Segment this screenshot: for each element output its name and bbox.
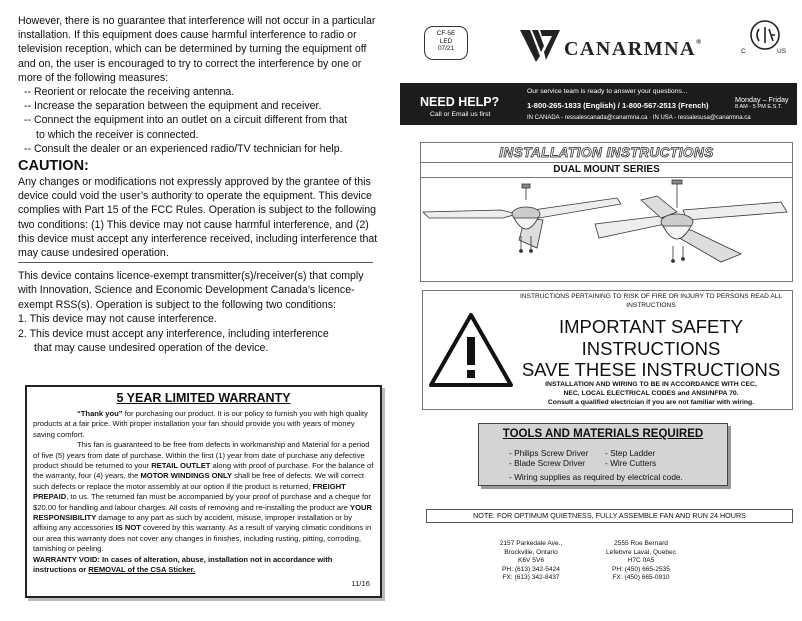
warranty-p2-text: This fan is guaranteed to be free from defects in workmanship and Material for a period of five (5) years from date of purchase. Within the first (1) year from date of purchase any defective product should be returned to your [33,440,370,471]
fcc-measure: -- Consult the dealer or an experienced radio/TV technician for help. [24,142,343,155]
warranty-p2-text: along with proof of purchase. For the balance of the warranty, four (4) years, the [33,461,374,481]
brand-name [564,38,703,61]
safety-headline-line: SAVE THESE INSTRUCTIONS [521,359,781,380]
safety-fine-print [511,380,791,407]
help-phone-numbers[interactable]: 1-800-265-1833 (English) / 1-800-567-2513 (French) [527,101,709,110]
need-help-subtitle: Call or Email us first [430,111,491,118]
model-type: LED [439,37,453,45]
warranty-paragraph-1 [33,409,374,440]
safety-headline-line: INSTRUCTIONS [581,337,721,359]
help-days: Monday – Friday [735,95,789,104]
canarmna-logo-icon [518,26,562,64]
address-brockville [486,540,576,583]
warranty-your-responsibility: YOUR RESPONSIBILITY [33,502,372,523]
address-fax: FX: (450) 665-0910 [612,574,670,582]
help-hours: 8 AM - 5 PM E.S.T. [735,104,783,110]
safety-intro: INSTRUCTIONS PERTAINING TO RISK OF FIRE OR INJURY TO PERSONS READ ALL INSTRUCTIONS [519,293,783,309]
warranty-thanks: “Thank you” [77,409,123,418]
model-date: 07/21 [438,45,454,53]
warranty-freight-prepaid: FREIGHT PREPAID [33,481,346,502]
tool-item: - Wire Cutters [605,458,657,469]
ceiling-fan-icon [595,180,787,263]
tools-column-2 [605,448,656,469]
help-intro: Our service team is ready to answer your questions... [527,88,688,95]
brand-text: CANARMNA [564,38,696,60]
warranty-p1-text: for purchasing our product. It is our policy to furnish you with high quality products at a fair price. With proper installation your fan should provide you with years of money saving comfort. [33,409,368,439]
warranty-retail-outlet: RETAIL OUTLET [151,461,211,471]
address-line: H7C 0A5 [627,557,655,565]
model-code: CF-5E [436,30,456,37]
address-line: Brockville, Ontario [504,548,558,556]
tools-box [478,423,728,486]
series-name: DUAL MOUNT SERIES [553,164,660,175]
warranty-void-text: WARRANTY VOID: In cases of alteration, abuse, installation not in accordance with instructions or [33,554,333,575]
safety-fine-line: INSTALLATION AND WIRING TO BE IN ACCORDANCE WITH CEC, [545,381,757,388]
warranty-version: 11/16 [351,579,370,588]
ised-condition: that may cause undesired operation of the device. [34,342,269,355]
address-fax: FX: (613) 342-8437 [502,574,560,582]
fcc-measure: -- Increase the separation between the equipment and receiver. [24,100,322,113]
address-laval [596,540,686,583]
safety-headline-line: IMPORTANT SAFETY [559,316,743,337]
warranty-motor-windings: MOTOR WINDINGS ONLY [140,471,233,481]
fcc-intro: However, there is no guarantee that interference will not occur in a particular installation. If this equipment does cause harmful interference to radio or television reception, which can be determined by turning the equipment off and on, the user is encouraged to try to correct the interference by one or more of the following measures: [18,15,376,84]
address-phone: PH: (450) 665-2535 [612,565,670,573]
section-divider [18,262,373,263]
warning-triangle-icon [427,311,515,389]
warranty-p2-text: shall be free of defects. We will correct such defects or replace the motor assembly at our option if the product is returned, [33,471,365,491]
divider [420,162,793,163]
safety-fine-line: Consult a qualified electrician if you are not familiar with wiring. [547,399,755,406]
caution-heading: CAUTION: [18,158,89,174]
need-help-title: NEED HELP? [420,95,500,109]
quietness-note: NOTE: FOR OPTIMUM QUIETNESS, FULLY ASSEMBLE FAN AND RUN 24 HOURS [426,509,793,523]
tool-item: - Philips Screw Driver [509,448,589,458]
fcc-measure: -- Reorient or relocate the receiving antenna. [24,86,235,99]
safety-headline [511,316,791,381]
warranty-paragraph-2 [33,440,374,554]
help-emails[interactable]: IN CANADA - ressalescanada@canarmna.ca · IN USA - ressalesusa@canarmna.ca [527,115,751,121]
warranty-void [33,555,374,576]
warranty-p2-text: covered by this warranty. As a result of varying climatic conditions in our area this warranty does not cover any changes in finishes, including rusting, pitting, corroding, tarnishing or peeling. [33,523,372,554]
ised-condition: 1. This device may not cause interference. [18,313,217,326]
address-line: Lefebvre Laval, Quebec [605,548,676,556]
safety-box [422,290,793,410]
address-line: K6V 5V6 [517,557,545,565]
tool-item: - Blade Screw Driver [509,458,586,469]
ised-section [18,269,380,355]
tool-item: - Step Ladder [605,448,656,458]
brand-trademark: ® [695,38,703,46]
ceiling-fan-illustrations [421,178,792,281]
warranty-title: 5 YEAR LIMITED WARRANTY [116,391,291,405]
need-help-banner [400,83,797,125]
tools-column-1 [509,448,588,469]
model-badge [424,26,468,60]
csa-us-label: US [777,48,787,55]
fcc-measure: -- Connect the equipment into an outlet on a circuit different from that [24,114,348,127]
tools-title: TOOLS AND MATERIALS REQUIRED [502,428,704,440]
fcc-measure: to which the receiver is connected. [36,128,199,141]
fcc-interference-section [18,14,378,156]
warranty-p2-text: damage to any part as such by accident, misuse, improper installation or by affixing any accessories [33,513,353,533]
warranty-void-csa: REMOVAL of the CSA Sticker. [88,565,196,575]
tools-wiring: - Wiring supplies as required by electrical code. [509,472,683,482]
csa-c-label: C [741,48,746,55]
ceiling-fan-icon [423,184,621,253]
caution-text: Any changes or modifications not expressly approved by the grantee of this device could void the user’s authority to operate the equipment. This device complies with Part 15 of the FCC Rules. Operation is subject to the following two conditions: (1) This device may not cause harmful interference, and (2) this device must accept any interference received, including interference that may cause undesired operation. [18,176,378,260]
warranty-box [25,385,382,598]
ised-condition: 2. This device must accept any interference, including interference [18,327,329,340]
warranty-is-not: IS NOT [115,523,141,533]
ised-text: This device contains licence-exempt transmitter(s)/receiver(s) that comply with Innovation, Science and Economic Development Canada’s licence-exempt RSS(s). Operation is subject to the following two conditions: [18,270,364,311]
address-line: 2157 Parkedale Ave., [499,540,563,547]
safety-fine-line: NEC, LOCAL ELECTRICAL CODES and ANSI/NFPA 70. [563,390,739,397]
installation-title: INSTALLATION INSTRUCTIONS [499,145,714,160]
address-phone: PH: (613) 342-5424 [502,565,560,573]
warranty-p2-text: , to us. The returned fan must be accompanied by your proof of purchase and a cheque for $20.00 for handling and labour charges. All costs of removing and re-installing the product are [33,492,371,512]
address-line: 2555 Rue Bernard [614,540,668,547]
